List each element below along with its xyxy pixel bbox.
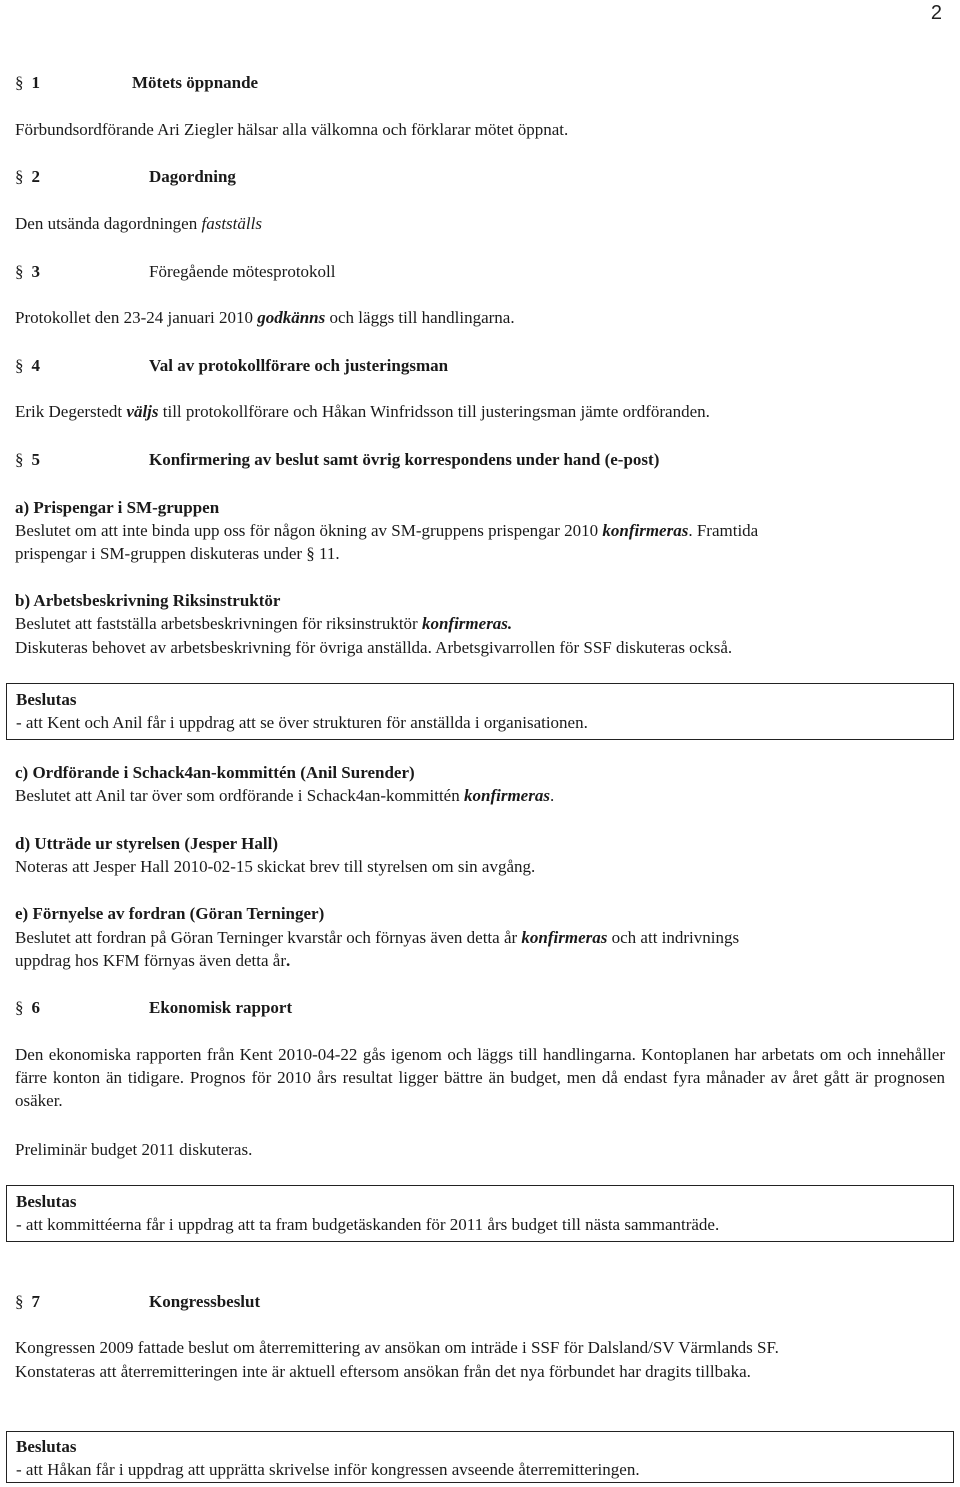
section-title: Ekonomisk rapport xyxy=(149,998,293,1017)
section-title: Föregående mötesprotokoll xyxy=(149,262,336,281)
subsection-e-line-2: uppdrag hos KFM förnyas även detta år. xyxy=(15,951,291,970)
subsection-b-line-1: Beslutet att fastställa arbetsbeskrivningen för riksinstruktör konfirmeras. xyxy=(15,614,513,633)
decision-heading: Beslutas xyxy=(16,1192,77,1211)
section-6-paragraph: Den ekonomiska rapporten från Kent 2010-04-22 gås igenom och läggs till handlingarna. Kontoplanen har arbetats om och innehåller färre konton än tidigare. Prognos för 2010 års resultat ligger bättre än budget, men då endast fyra månader av året gått är prognosen osäker. xyxy=(15,1045,945,1110)
section-title: Konfirmering av beslut samt övrig korrespondens under hand (e-post) xyxy=(149,450,660,469)
subsection-c-heading: c) Ordförande i Schack4an-kommittén (Anil Surender) xyxy=(15,763,415,782)
section-6-heading xyxy=(15,996,293,1019)
section-2-heading xyxy=(15,165,236,188)
section-7-heading xyxy=(15,1290,261,1313)
decision-box-5b xyxy=(6,683,954,740)
decision-box-6 xyxy=(6,1185,954,1242)
section-title: Val av protokollförare och justeringsman xyxy=(149,356,449,375)
section-2-text: Den utsända dagordningen fastställs xyxy=(15,214,262,233)
section-3-heading xyxy=(15,260,336,283)
decision-box-7 xyxy=(6,1431,954,1483)
section-number: 2 xyxy=(31,167,40,186)
section-6-budget-text: Preliminär budget 2011 diskuteras. xyxy=(15,1140,253,1159)
section-number: 1 xyxy=(31,73,40,92)
subsection-a-line-2: prispengar i SM-gruppen diskuteras under § 11. xyxy=(15,544,340,563)
subsection-b-heading: b) Arbetsbeskrivning Riksinstruktör xyxy=(15,591,281,610)
page-number: 2 xyxy=(930,2,942,24)
section-title: Kongressbeslut xyxy=(149,1292,261,1311)
section-7-line-2: Konstateras att återremitteringen inte är aktuell eftersom ansökan från det nya förbundet har dragits tillbaka. xyxy=(15,1362,751,1381)
section-symbol: § xyxy=(15,450,24,469)
subsection-a-heading: a) Prispengar i SM-gruppen xyxy=(15,498,220,517)
section-symbol: § xyxy=(15,262,24,281)
section-7-line-1: Kongressen 2009 fattade beslut om återremittering av ansökan om inträde i SSF för Dalsland/SV Värmlands SF. xyxy=(15,1338,779,1357)
section-symbol: § xyxy=(15,1292,24,1311)
section-3-text: Protokollet den 23-24 januari 2010 godkänns och läggs till handlingarna. xyxy=(15,308,515,327)
decision-text: - att kommittéerna får i uppdrag att ta fram budgetäskanden för 2011 års budget till nästa sammanträde. xyxy=(16,1215,720,1234)
subsection-a-line-1: Beslutet om att inte binda upp oss för någon ökning av SM-gruppens prispengar 2010 konfirmeras. Framtida xyxy=(15,521,759,540)
section-number: 5 xyxy=(31,450,40,469)
decision-heading: Beslutas xyxy=(16,690,77,709)
section-number: 3 xyxy=(31,262,40,281)
section-number: 6 xyxy=(31,998,40,1017)
subsection-e-line-1: Beslutet att fordran på Göran Terninger kvarstår och förnyas även detta år konfirmeras och att indrivnings xyxy=(15,928,740,947)
section-symbol: § xyxy=(15,356,24,375)
subsection-c-line-1: Beslutet att Anil tar över som ordförande i Schack4an-kommittén konfirmeras. xyxy=(15,786,555,805)
decision-text: - att Kent och Anil får i uppdrag att se över strukturen för anställda i organisationen. xyxy=(16,713,588,732)
section-symbol: § xyxy=(15,998,24,1017)
section-1-heading xyxy=(15,71,259,94)
subsection-b-line-2: Diskuteras behovet av arbetsbeskrivning för övriga anställda. Arbetsgivarrollen för SSF diskuteras också. xyxy=(15,638,733,657)
section-title: Mötets öppnande xyxy=(132,73,259,92)
subsection-d-line-1: Noteras att Jesper Hall 2010-02-15 skickat brev till styrelsen om sin avgång. xyxy=(15,857,536,876)
section-title: Dagordning xyxy=(149,167,236,186)
decision-heading: Beslutas xyxy=(16,1437,77,1456)
decision-text: - att Håkan får i uppdrag att upprätta skrivelse inför kongressen avseende återremitteringen. xyxy=(16,1460,640,1479)
section-4-text: Erik Degerstedt väljs till protokollförare och Håkan Winfridsson till justeringsman jämte ordföranden. xyxy=(15,402,710,421)
section-4-heading xyxy=(15,354,449,377)
subsection-e-heading: e) Förnyelse av fordran (Göran Terninger) xyxy=(15,904,325,923)
section-number: 7 xyxy=(31,1292,40,1311)
section-symbol: § xyxy=(15,167,24,186)
section-number: 4 xyxy=(31,356,40,375)
subsection-d-heading: d) Utträde ur styrelsen (Jesper Hall) xyxy=(15,834,278,853)
section-symbol: § xyxy=(15,73,24,92)
section-5-heading xyxy=(15,448,660,471)
section-1-text: Förbundsordförande Ari Ziegler hälsar alla välkomna och förklarar mötet öppnat. xyxy=(15,120,569,139)
